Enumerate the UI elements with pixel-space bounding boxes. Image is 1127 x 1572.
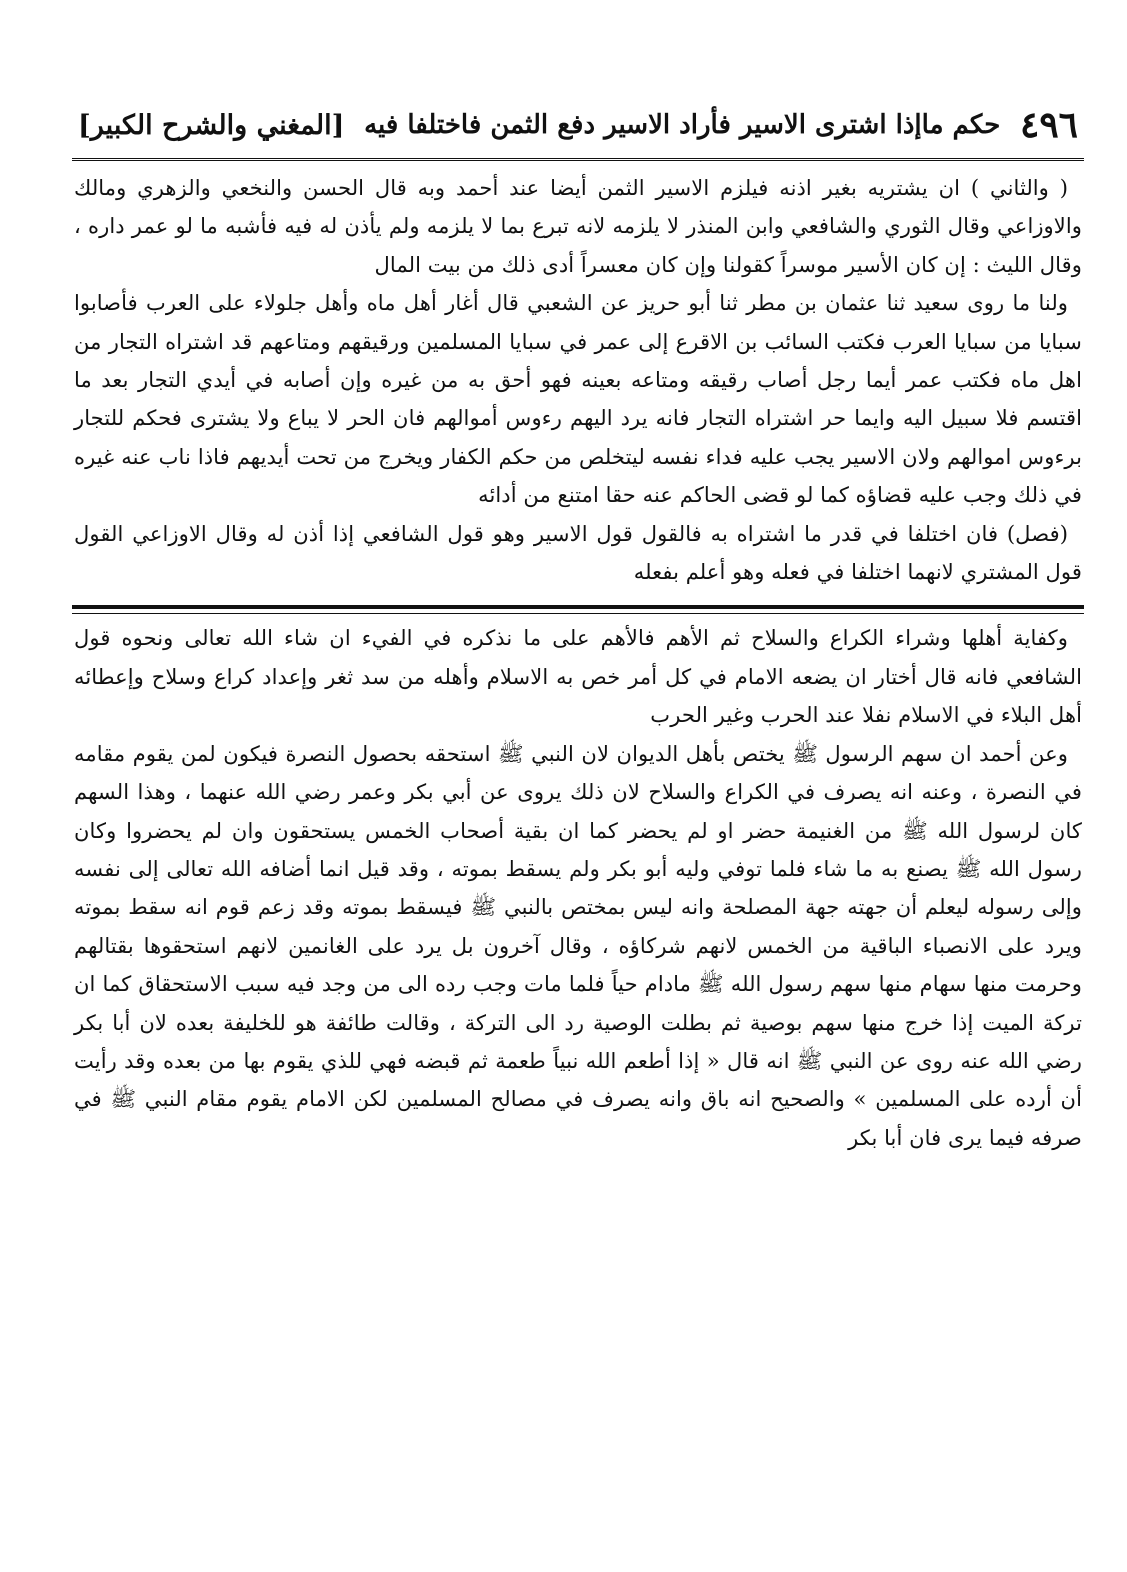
chapter-title: حكم ماإذا اشترى الاسير فأراد الاسير دفع الثمن فاختلفا فيه <box>364 110 1001 140</box>
paragraph: ( والثاني ) ان يشتريه بغير اذنه فيلزم الاسير الثمن أيضا عند أحمد وبه قال الحسن والنخعي والزهري ومالك والاوزاعي وقال الثوري والشافعي وابن المنذر لا يلزمه لانه تبرع بما لا يلزمه ولم يأذن له فيه فأشبه ما لو عمر داره ، وقال الليث : إن كان الأسير موسراً كقولنا وإن كان معسراً أدى ذلك من بيت المال <box>74 175 1082 277</box>
page-header <box>72 92 1084 161</box>
paragraph: ولنا ما روى سعيد ثنا عثمان بن مطر ثنا أبو حريز عن الشعبي قال أغار أهل ماه وأهل جلولاء على العرب فأصابوا سبايا من سبايا العرب فكتب السائب بن الاقرع إلى عمر في سبايا المسلمين ورقيقهم ومتاعهم قد اشتراه التجار من اهل ماه فكتب عمر أيما رجل أصاب رقيقه ومتاعه بعينه فهو أحق به من غيره وإن أصابه في أيدي التجار بعد ما اقتسم فلا سبيل اليه وايما حر اشتراه التجار فانه يرد اليهم رءوس أموالهم فان الحر لا يباع ولا يشترى فحكم للتجار برءوس اموالهم ولان الاسير يجب عليه فداء نفسه ليتخلص من حكم الكفار ويخرج من تحت أيديهم فاذا ناب عنه غيره في ذلك وجب عليه قضاؤه كما لو قضى الحاكم عنه حقا امتنع من أدائه <box>74 290 1082 508</box>
paragraph: (فصل) فان اختلفا في قدر ما اشتراه به فالقول قول الاسير وهو قول الشافعي إذا أذن له وقال الاوزاعي القول قول المشتري لانهما اختلفا في فعله وهو أعلم بفعله <box>74 520 1082 585</box>
upper-text-block <box>72 169 1084 591</box>
section-divider <box>72 605 1084 609</box>
lower-text-block <box>72 619 1084 1157</box>
book-title: [المغني والشرح الكبير] <box>78 109 345 141</box>
page-number: ٤٩٦ <box>1019 104 1078 146</box>
paragraph: وكفاية أهلها وشراء الكراع والسلاح ثم الأهم فالأهم على ما نذكره في الفيء ان شاء الله تعالى ونحوه قول الشافعي فانه قال أختار ان يضعه الامام في كل أمر خص به الاسلام وأهله من سد ثغر وإعداد كراع وسلاح وإعطائه أهل البلاء في الاسلام نفلا عند الحرب وغير الحرب <box>74 625 1082 728</box>
book-page <box>72 92 1084 1157</box>
paragraph: وعن أحمد ان سهم الرسول ﷺ يختص بأهل الديوان لان النبي ﷺ استحقه بحصول النصرة فيكون لمن يقوم مقامه في النصرة ، وعنه انه يصرف في الكراع والسلاح لان ذلك يروى عن أبي بكر وعمر رضي الله عنهما ، وهذا السهم كان لرسول الله ﷺ من الغنيمة حضر او لم يحضر كما ان بقية أصحاب الخمس يستحقون وان لم يحضروا وكان رسول الله ﷺ يصنع به ما شاء فلما توفي وليه أبو بكر ولم يسقط بموته ، وقد قيل انما أضافه الله تعالى إلى نفسه وإلى رسوله ليعلم أن جهته جهة المصلحة وانه ليس بمختص بالنبي ﷺ فيسقط بموته وقد زعم قوم انه سقط بموته ويرد على الانصباء الباقية من الخمس لانهم شركاؤه ، وقال آخرون بل يرد على الغانمين لانهم استحقوها بقتالهم وحرمت منها سهام منها سهم رسول الله ﷺ مادام حياً فلما مات وجب رده الى من وجد فيه سبب الاستحقاق كما ان تركة الميت إذا خرج منها سهم بوصية ثم بطلت الوصية رد الى التركة ، وقالت طائفة هو للخليفة بعده لان أبا بكر رضي الله عنه روى عن النبي ﷺ انه قال « إذا أطعم الله نبياً طعمة ثم قبضه فهي للذي يقوم بها من بعده وقد رأيت أن أرده على المسلمين » والصحيح انه باق وانه يصرف في مصالح المسلمين لكن الامام يقوم مقام النبي ﷺ في صرفه فيما يرى فان أبا بكر <box>74 740 1082 1150</box>
